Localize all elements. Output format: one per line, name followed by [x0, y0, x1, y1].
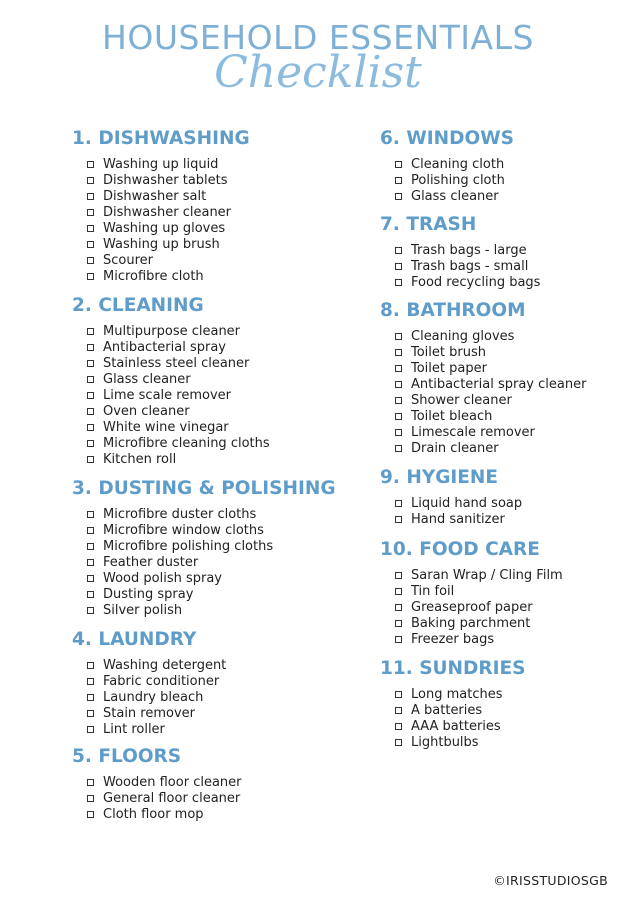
- checkbox-icon[interactable]: [395, 707, 402, 714]
- item-label: Toilet bleach: [411, 409, 493, 424]
- checklist-item: [380, 703, 620, 719]
- checklist-item: [380, 735, 620, 751]
- checklist-item: [72, 775, 342, 791]
- item-label: Silver polish: [103, 603, 183, 618]
- item-label: Cloth floor mop: [103, 807, 204, 822]
- item-label: Microfibre polishing cloths: [103, 539, 274, 554]
- checklist-item: [380, 329, 620, 345]
- item-label: Liquid hand soap: [411, 496, 523, 511]
- checkbox-icon[interactable]: [87, 225, 94, 232]
- checklist-item: [380, 496, 620, 512]
- checkbox-icon[interactable]: [395, 263, 402, 270]
- checkbox-icon[interactable]: [395, 588, 402, 595]
- checkbox-icon[interactable]: [87, 779, 94, 786]
- item-label: A batteries: [411, 703, 483, 718]
- section-heading: 4. LAUNDRY: [72, 629, 197, 650]
- section-heading: 1. DISHWASHING: [72, 128, 250, 149]
- checkbox-icon[interactable]: [395, 572, 402, 579]
- checklist-item: [380, 173, 620, 189]
- checkbox-icon[interactable]: [395, 177, 402, 184]
- checklist-item: [72, 221, 342, 237]
- checkbox-icon[interactable]: [395, 247, 402, 254]
- checkbox-icon[interactable]: [87, 559, 94, 566]
- section-heading: 5. FLOORS: [72, 746, 182, 767]
- checklist-item: [380, 719, 620, 735]
- checklist-section: [72, 294, 342, 468]
- checklist-item: [72, 189, 342, 205]
- item-label: Trash bags - small: [411, 259, 529, 274]
- item-label: Microfibre duster cloths: [103, 507, 257, 522]
- checklist-section: [380, 538, 620, 648]
- section-heading: 8. BATHROOM: [380, 300, 526, 321]
- checklist-item: [72, 571, 342, 587]
- checkbox-icon[interactable]: [87, 392, 94, 399]
- checkbox-icon[interactable]: [87, 408, 94, 415]
- checkbox-icon[interactable]: [87, 360, 94, 367]
- checklist-section: [72, 477, 342, 619]
- checkbox-icon[interactable]: [395, 365, 402, 372]
- checkbox-icon[interactable]: [87, 811, 94, 818]
- checkbox-icon[interactable]: [395, 381, 402, 388]
- checkbox-icon[interactable]: [395, 413, 402, 420]
- checkbox-icon[interactable]: [395, 161, 402, 168]
- checklist-item: [380, 616, 620, 632]
- checklist-items: [72, 775, 342, 823]
- item-label: Washing up brush: [103, 237, 220, 252]
- checklist-item: [72, 436, 342, 452]
- checkbox-icon[interactable]: [87, 607, 94, 614]
- item-label: Dishwasher salt: [103, 189, 207, 204]
- checkbox-icon[interactable]: [395, 739, 402, 746]
- checkbox-icon[interactable]: [87, 511, 94, 518]
- checkbox-icon[interactable]: [87, 678, 94, 685]
- item-label: Cleaning gloves: [411, 329, 515, 344]
- section-heading: 2. CLEANING: [72, 295, 204, 316]
- checkbox-icon[interactable]: [395, 723, 402, 730]
- checkbox-icon[interactable]: [87, 376, 94, 383]
- checklist-item: [72, 706, 342, 722]
- item-label: Washing up liquid: [103, 157, 219, 172]
- item-label: Oven cleaner: [103, 404, 190, 419]
- section-heading: 9. HYGIENE: [380, 467, 499, 488]
- checklist-item: [72, 324, 342, 340]
- item-label: Toilet brush: [411, 345, 486, 360]
- item-label: Kitchen roll: [103, 452, 177, 467]
- checklist-section: [380, 657, 620, 751]
- checklist-item: [72, 205, 342, 221]
- checkbox-icon[interactable]: [87, 710, 94, 717]
- item-label: Lime scale remover: [103, 388, 231, 403]
- item-label: Scourer: [103, 253, 153, 268]
- section-heading: 11. SUNDRIES: [380, 658, 526, 679]
- checklist-item: [72, 388, 342, 404]
- item-label: Dusting spray: [103, 587, 194, 602]
- checklist-section: [380, 299, 620, 457]
- checklist-items: [380, 687, 620, 751]
- checklist-item: [380, 243, 620, 259]
- checklist-item: [72, 807, 342, 823]
- checkbox-icon[interactable]: [87, 209, 94, 216]
- checklist-item: [380, 189, 620, 205]
- checklist-section: [380, 213, 620, 291]
- checklist-item: [72, 372, 342, 388]
- item-label: Limescale remover: [411, 425, 535, 440]
- checklist-item: [72, 690, 342, 706]
- item-label: Long matches: [411, 687, 503, 702]
- item-label: Baking parchment: [411, 616, 531, 631]
- checkbox-icon[interactable]: [87, 177, 94, 184]
- item-label: Wooden floor cleaner: [103, 775, 242, 790]
- checkbox-icon[interactable]: [395, 397, 402, 404]
- item-label: General floor cleaner: [103, 791, 241, 806]
- checklist-items: [72, 658, 342, 738]
- item-label: Dishwasher tablets: [103, 173, 228, 188]
- item-label: Cleaning cloth: [411, 157, 505, 172]
- item-label: Trash bags - large: [411, 243, 527, 258]
- checkbox-icon[interactable]: [395, 193, 402, 200]
- checklist-item: [380, 600, 620, 616]
- checklist-item: [72, 722, 342, 738]
- footer-credit: ©IRISSTUDIOSGB: [493, 873, 608, 888]
- checklist-item: [72, 253, 342, 269]
- page-subtitle: Checklist: [214, 47, 422, 98]
- item-label: Shower cleaner: [411, 393, 512, 408]
- checkbox-icon[interactable]: [87, 273, 94, 280]
- checklist-item: [380, 632, 620, 648]
- checklist-item: [72, 420, 342, 436]
- item-label: Saran Wrap / Cling Film: [411, 568, 563, 583]
- checklist-item: [380, 275, 620, 291]
- item-label: Tin foil: [411, 584, 455, 599]
- checklist-items: [380, 496, 620, 528]
- checkbox-icon[interactable]: [87, 161, 94, 168]
- checklist-item: [72, 340, 342, 356]
- checklist-item: [72, 356, 342, 372]
- item-label: Microfibre cleaning cloths: [103, 436, 270, 451]
- checklist-items: [380, 568, 620, 648]
- checklist-items: [380, 329, 620, 457]
- item-label: Food recycling bags: [411, 275, 541, 290]
- checkbox-icon[interactable]: [87, 193, 94, 200]
- checklist-section: [72, 127, 342, 285]
- checklist-section: [72, 628, 342, 738]
- checkbox-icon[interactable]: [87, 456, 94, 463]
- left-column: [72, 127, 342, 823]
- checkbox-icon[interactable]: [395, 349, 402, 356]
- checklist-item: [380, 425, 620, 441]
- checkbox-icon[interactable]: [395, 516, 402, 523]
- item-label: Polishing cloth: [411, 173, 505, 188]
- checklist-item: [72, 507, 342, 523]
- item-label: Washing up gloves: [103, 221, 226, 236]
- right-column: [380, 127, 620, 751]
- checkbox-icon[interactable]: [395, 604, 402, 611]
- checklist-item: [380, 687, 620, 703]
- item-label: Microfibre window cloths: [103, 523, 264, 538]
- checklist-item: [380, 584, 620, 600]
- section-heading: 3. DUSTING & POLISHING: [72, 478, 336, 499]
- item-label: Glass cleaner: [103, 372, 191, 387]
- checklist-item: [72, 452, 342, 468]
- item-label: Toilet paper: [411, 361, 487, 376]
- checkbox-icon[interactable]: [87, 543, 94, 550]
- checklist-item: [72, 674, 342, 690]
- checklist-items: [72, 157, 342, 285]
- checkbox-icon[interactable]: [87, 726, 94, 733]
- checkbox-icon[interactable]: [87, 241, 94, 248]
- checklist-item: [380, 409, 620, 425]
- checkbox-icon[interactable]: [87, 694, 94, 701]
- checklist-item: [72, 269, 342, 285]
- item-label: Hand sanitizer: [411, 512, 505, 527]
- checkbox-icon[interactable]: [87, 575, 94, 582]
- checklist-item: [380, 259, 620, 275]
- checkbox-icon[interactable]: [395, 636, 402, 643]
- item-label: White wine vinegar: [103, 420, 229, 435]
- checkbox-icon[interactable]: [87, 662, 94, 669]
- item-label: Lightbulbs: [411, 735, 479, 750]
- checklist-item: [72, 555, 342, 571]
- checklist-item: [72, 603, 342, 619]
- checklist-item: [72, 791, 342, 807]
- item-label: Dishwasher cleaner: [103, 205, 232, 220]
- checklist-items: [72, 507, 342, 619]
- item-label: Wood polish spray: [103, 571, 222, 586]
- checkbox-icon[interactable]: [87, 440, 94, 447]
- section-heading: 7. TRASH: [380, 214, 477, 235]
- section-heading: 10. FOOD CARE: [380, 539, 540, 560]
- section-heading: 6. WINDOWS: [380, 128, 514, 149]
- checklist-items: [380, 243, 620, 291]
- checklist-item: [380, 393, 620, 409]
- item-label: Fabric conditioner: [103, 674, 220, 689]
- checklist-item: [380, 568, 620, 584]
- item-label: Laundry bleach: [103, 690, 204, 705]
- item-label: Freezer bags: [411, 632, 495, 647]
- checklist-section: [380, 466, 620, 528]
- checklist-item: [380, 441, 620, 457]
- checklist-item: [380, 512, 620, 528]
- checkbox-icon[interactable]: [395, 279, 402, 286]
- checklist-item: [380, 361, 620, 377]
- checkbox-icon[interactable]: [87, 424, 94, 431]
- checkbox-icon[interactable]: [87, 344, 94, 351]
- page-title: HOUSEHOLD ESSENTIALS: [102, 18, 534, 57]
- checklist-item: [72, 658, 342, 674]
- checklist-section: [72, 745, 342, 823]
- item-label: Stainless steel cleaner: [103, 356, 250, 371]
- checklist-items: [72, 324, 342, 468]
- item-label: Antibacterial spray: [103, 340, 226, 355]
- item-label: AAA batteries: [411, 719, 501, 734]
- checkbox-icon[interactable]: [87, 591, 94, 598]
- checkbox-icon[interactable]: [87, 795, 94, 802]
- checklist-item: [72, 539, 342, 555]
- item-label: Stain remover: [103, 706, 196, 721]
- checklist-items: [380, 157, 620, 205]
- item-label: Drain cleaner: [411, 441, 499, 456]
- checklist-item: [72, 587, 342, 603]
- checkbox-icon[interactable]: [395, 333, 402, 340]
- item-label: Lint roller: [103, 722, 165, 737]
- checklist-item: [380, 157, 620, 173]
- checkbox-icon[interactable]: [87, 257, 94, 264]
- item-label: Antibacterial spray cleaner: [411, 377, 587, 392]
- checkbox-icon[interactable]: [87, 328, 94, 335]
- checklist-item: [72, 404, 342, 420]
- checklist-section: [380, 127, 620, 205]
- checklist-item: [72, 237, 342, 253]
- checkbox-icon[interactable]: [395, 445, 402, 452]
- checkbox-icon[interactable]: [87, 527, 94, 534]
- checklist-item: [72, 173, 342, 189]
- item-label: Glass cleaner: [411, 189, 499, 204]
- checkbox-icon[interactable]: [395, 500, 402, 507]
- checklist-item: [72, 157, 342, 173]
- item-label: Microfibre cloth: [103, 269, 204, 284]
- checkbox-icon[interactable]: [395, 429, 402, 436]
- checkbox-icon[interactable]: [395, 691, 402, 698]
- checkbox-icon[interactable]: [395, 620, 402, 627]
- item-label: Greaseproof paper: [411, 600, 533, 615]
- checklist-item: [380, 345, 620, 361]
- checklist-item: [380, 377, 620, 393]
- item-label: Feather duster: [103, 555, 199, 570]
- item-label: Multipurpose cleaner: [103, 324, 241, 339]
- item-label: Washing detergent: [103, 658, 227, 673]
- checklist-item: [72, 523, 342, 539]
